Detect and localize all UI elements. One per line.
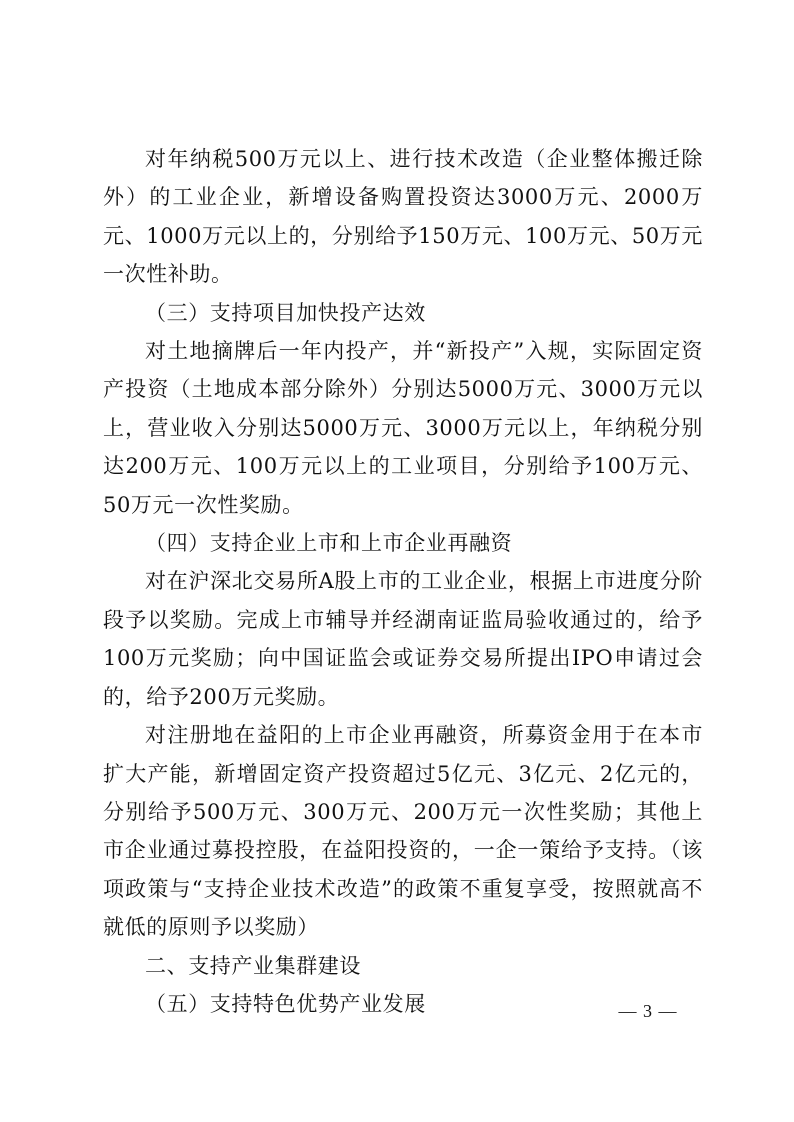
heading-part-2: 二、支持产业集群建设 bbox=[145, 953, 361, 978]
heading-section-5: （五）支持特色优势产业发展 bbox=[145, 991, 426, 1016]
paragraph-listing-reward: 对在沪深北交易所A股上市的工业企业，根据上市进度分阶段予以奖励。完成上市辅导并经湖南证监局验收通过的，给予100万元奖励；向中国证监会或证券交易所提出IPO申请过会的，给予200万元奖励。 bbox=[103, 569, 703, 709]
heading-section-4: （四）支持企业上市和上市企业再融资 bbox=[145, 531, 513, 556]
paragraph-refinancing-reward: 对注册地在益阳的上市企业再融资，所募资金用于在本市扩大产能，新增固定资产投资超过5亿元、3亿元、2亿元的，分别给予500万元、300万元、200万元一次性奖励；其他上市企业通过募投控股，在益阳投资的，一企一策给予支持。（该项政策与“支持企业技术改造”的政策不重复享受，按照就高不就低的原则予以奖励） bbox=[103, 723, 703, 940]
page-number: — 3 — bbox=[618, 1001, 678, 1021]
paragraph-tech-renovation-subsidy: 对年纳税500万元以上、进行技术改造（企业整体搬迁除外）的工业企业，新增设备购置投资达3000万元、2000万元、1000万元以上的，分别给予150万元、100万元、50万元一次性补助。 bbox=[103, 147, 703, 287]
paragraph-project-production-reward: 对土地摘牌后一年内投产，并“新投产”入规，实际固定资产投资（土地成本部分除外）分别达5000万元、3000万元以上，营业收入分别达5000万元、3000万元以上，年纳税分别达200万元、100万元以上的工业项目，分别给予100万元、50万元一次性奖励。 bbox=[103, 339, 703, 517]
heading-section-3: （三）支持项目加快投产达效 bbox=[145, 300, 426, 325]
document-body bbox=[103, 140, 703, 1023]
